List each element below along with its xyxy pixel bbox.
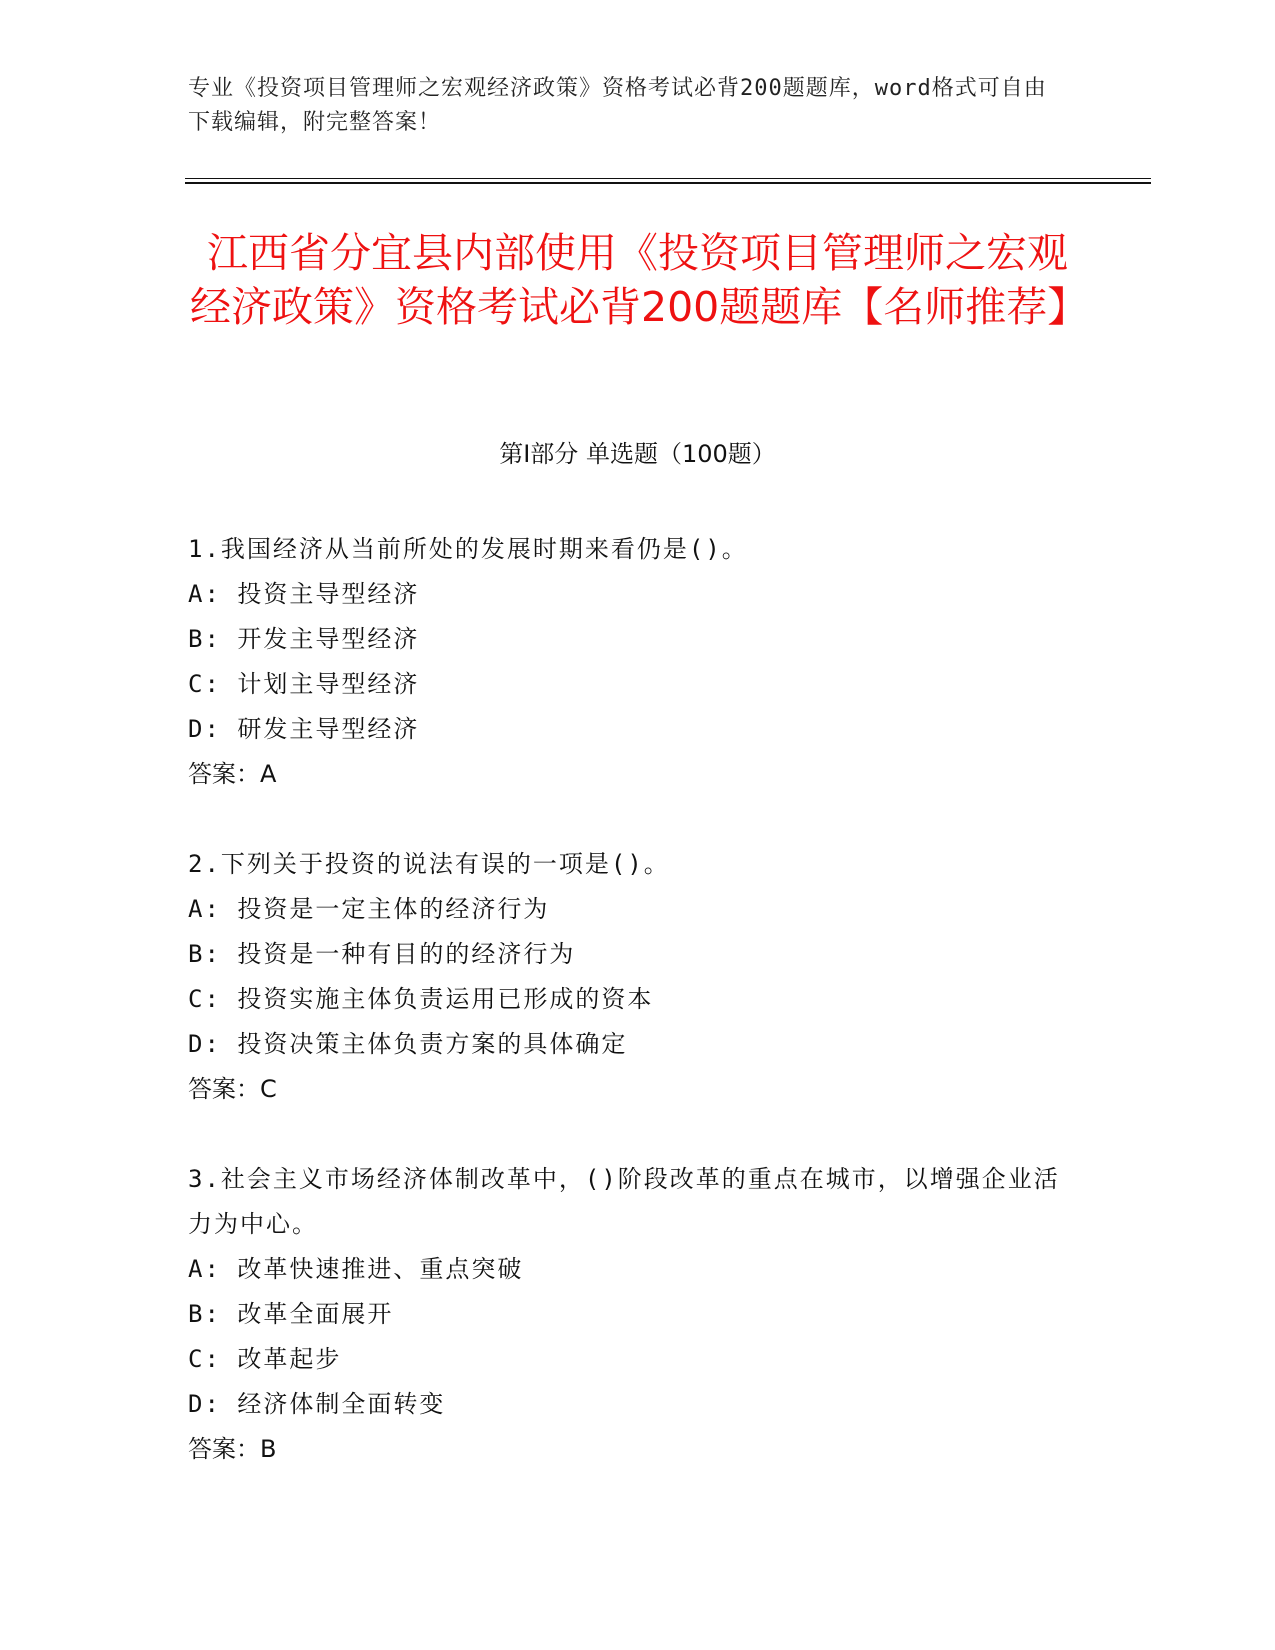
question-list — [188, 527, 1068, 1517]
question-stem: 3.社会主义市场经济体制改革中，()阶段改革的重点在城市，以增强企业活力为中心。 — [188, 1165, 1060, 1238]
option-b: B: 开发主导型经济 — [188, 625, 420, 653]
header-divider-thin — [185, 178, 1151, 179]
option-c: C: 投资实施主体负责运用已形成的资本 — [188, 985, 654, 1013]
answer: 答案：A — [188, 760, 277, 788]
option-b: B: 投资是一种有目的的经济行为 — [188, 940, 576, 968]
section-title: 第I部分 单选题（100题） — [499, 440, 776, 468]
option-c: C: 计划主导型经济 — [188, 670, 420, 698]
header-note: 专业《投资项目管理师之宏观经济政策》资格考试必背200题题库，word格式可自由下载编辑，附完整答案！ — [188, 76, 1047, 135]
question-3 — [188, 1157, 1068, 1472]
option-d: D: 研发主导型经济 — [188, 715, 420, 743]
answer: 答案：B — [188, 1435, 277, 1463]
option-a: A: 改革快速推进、重点突破 — [188, 1255, 524, 1283]
answer: 答案：C — [188, 1075, 277, 1103]
option-d: D: 经济体制全面转变 — [188, 1390, 446, 1418]
question-stem: 1.我国经济从当前所处的发展时期来看仍是()。 — [188, 535, 748, 563]
question-stem: 2.下列关于投资的说法有误的一项是()。 — [188, 850, 670, 878]
question-1 — [188, 527, 1068, 797]
option-a: A: 投资是一定主体的经济行为 — [188, 895, 550, 923]
option-d: D: 投资决策主体负责方案的具体确定 — [188, 1030, 628, 1058]
document-title: 江西省分宜县内部使用《投资项目管理师之宏观经济政策》资格考试必背200题题库【名师推荐】 — [190, 229, 1089, 331]
header-divider-thick — [185, 182, 1151, 184]
option-a: A: 投资主导型经济 — [188, 580, 420, 608]
option-c: C: 改革起步 — [188, 1345, 342, 1373]
question-2 — [188, 842, 1068, 1112]
option-b: B: 改革全面展开 — [188, 1300, 394, 1328]
